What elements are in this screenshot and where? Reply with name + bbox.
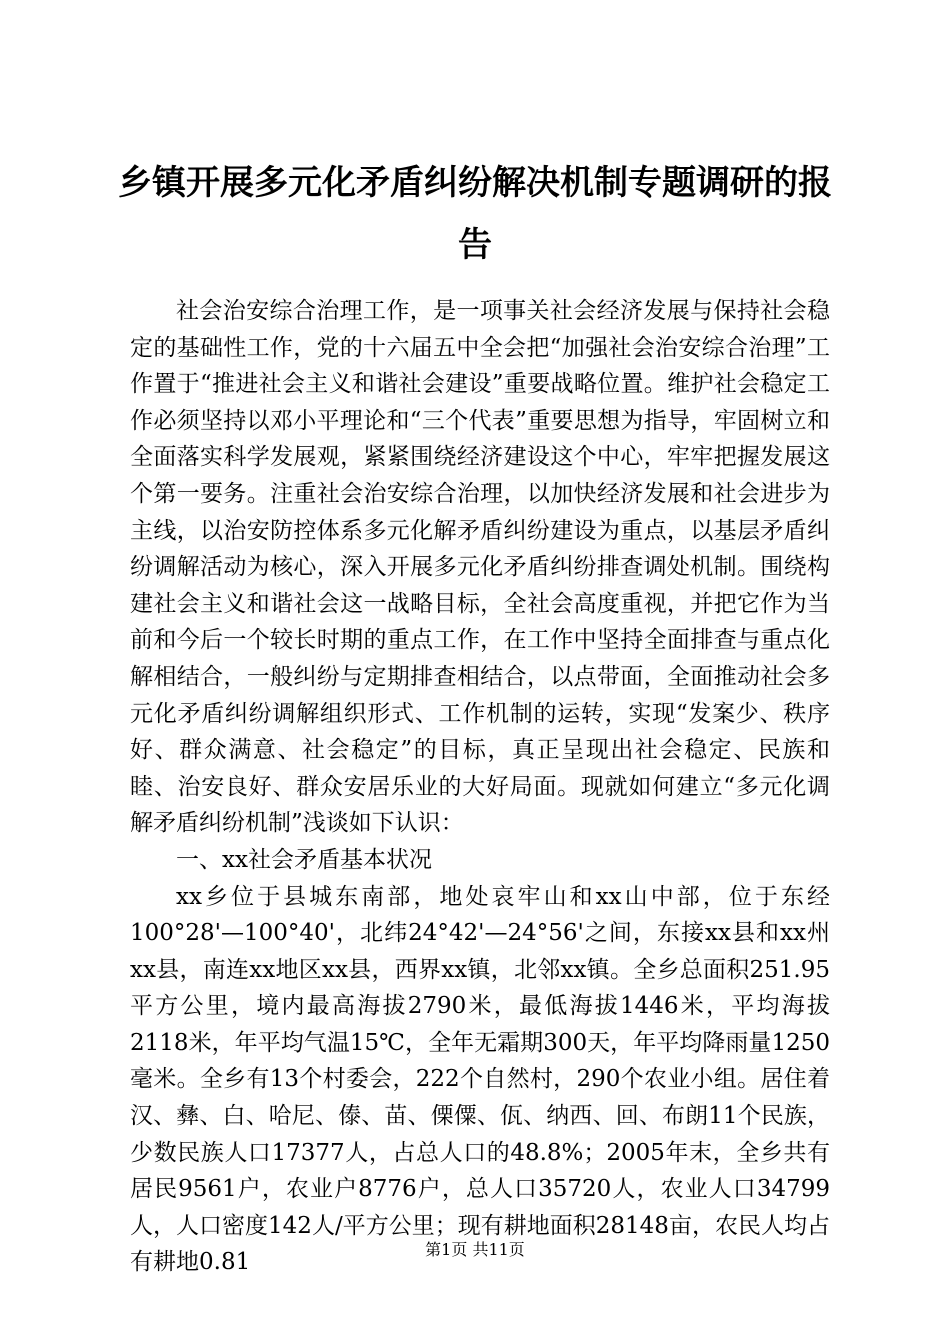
document-title: 乡镇开展多元化矛盾纠纷解决机制专题调研的报告 — [118, 163, 832, 265]
paragraph-overview: xx乡位于县城东南部，地处哀牢山和xx山中部，位于东经100°28'—100°40'，北纬24°42'—24°56'之间，东接xx县和xx州xx县，南连xx地区xx县，西界xx镇，北邻xx镇。全乡总面积251.95平方公里，境内最高海拔2790米，最低海拔1446米，平均海拔2118米，年平均气温15℃，全年无霜期300天，年平均降雨量1250毫米。全乡有13个村委会，222个自然村，290个农业小组。居住着汉、彝、白、哈尼、傣、苗、傈僳、佤、纳西、回、布朗11个民族，少数民族人口17377人，占总人口的48.8%；2005年末，全乡共有居民9561户，农业户8776户，总人口35720人，农业人口34799人，人口密度142人/平方公里；现有耕地面积28148亩，农民人均占有耕地0.81 — [130, 883, 830, 1276]
document-body — [130, 293, 830, 1281]
paragraph-intro: 社会治安综合治理工作，是一项事关社会经济发展与保持社会稳定的基础性工作，党的十六届五中全会把“加强社会治安综合治理”工作置于“推进社会主义和谐社会建设”重要战略位置。维护社会稳定工作必须坚持以邓小平理论和“三个代表”重要思想为指导，牢固树立和全面落实科学发展观，紧紧围绕经济建设这个中心，牢牢把握发展这个第一要务。注重社会治安综合治理，以加快经济发展和社会进步为主线，以治安防控体系多元化解矛盾纠纷建设为重点，以基层矛盾纠纷调解活动为核心，深入开展多元化矛盾纠纷排查调处机制。围绕构建社会主义和谐社会这一战略目标，全社会高度重视，并把它作为当前和今后一个较长时期的重点工作，在工作中坚持全面排查与重点化解相结合，一般纠纷与定期排查相结合，以点带面，全面推动社会多元化矛盾纠纷调解组织形式、工作机制的运转，实现“发案少、秩序好、群众满意、社会稳定”的目标，真正呈现出社会稳定、民族和睦、治安良好、群众安居乐业的大好局面。现就如何建立“多元化调解矛盾纠纷机制”浅谈如下认识： — [130, 298, 830, 837]
page-footer: 第1页 共11页 — [425, 1240, 525, 1259]
section-heading: 一、xx社会矛盾基本状况 — [176, 846, 432, 873]
